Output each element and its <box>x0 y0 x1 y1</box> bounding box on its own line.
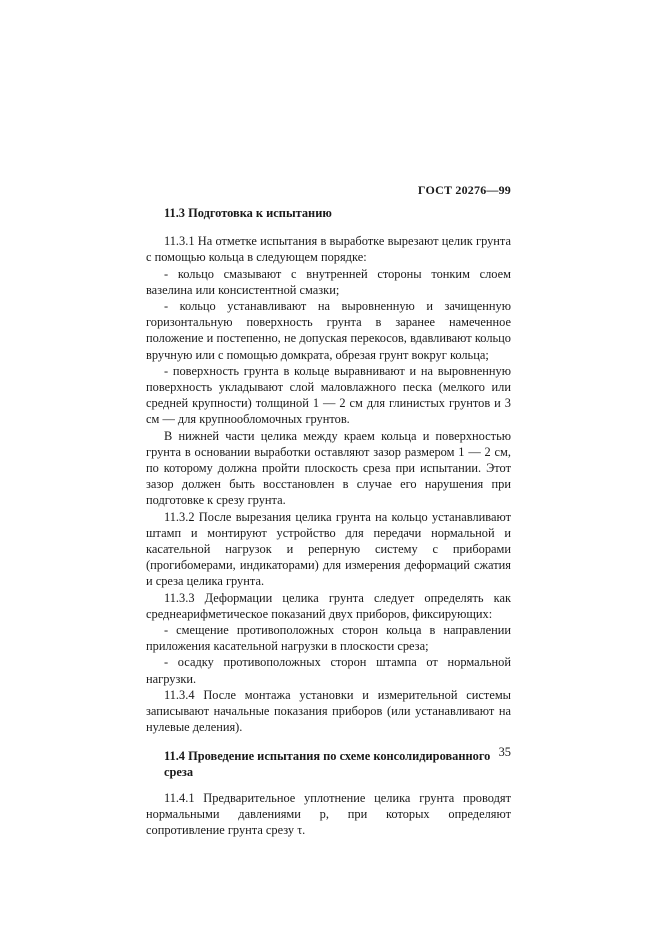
page-number: 35 <box>498 745 511 759</box>
paragraph: 11.4.1 Предварительное уплотнение целика грунта проводят нормальными давлениями p, при которых определяют сопротивление грунта срезу τ. <box>146 790 511 838</box>
paragraph: - кольцо устанавливают на выровненную и зачищенную горизонтальную поверхность грунта в заранее намеченное положение и постепенно, не допуская перекосов, вдавливают кольцо вручную или с помощью домкрата, обрезая грунт вокруг кольца; <box>146 299 511 362</box>
paragraph: - смещение противоположных сторон кольца в направлении приложения касательной нагрузки в плоскости среза; <box>146 623 511 654</box>
document-code: ГОСТ 20276—99 <box>417 183 511 197</box>
paragraph: 11.3.2 После вырезания целика грунта на кольцо устанавливают штамп и монтируют устройство для передачи нормальной и касательной нагрузок и реперную систему с приборами (прогибомерами, индикаторами) для измерения деформаций сжатия и среза целика грунта. <box>146 509 511 589</box>
paragraph: - поверхность грунта в кольце выравнивают и на выровненную поверхность укладывают слой маловлажного песка (мелкого или средней крупности) толщиной 1 — 2 см для глинистых грунтов и 3 см — для крупнообломочных грунтов. <box>146 363 511 427</box>
paragraph: 11.3.1 На отметке испытания в выработке вырезают целик грунта с помощью кольца в следующем порядке: <box>146 234 511 265</box>
paragraph: 11.3.3 Деформации целика грунта следует определять как среднеарифметическое показаний двух приборов, фиксирующих: <box>146 590 511 621</box>
paragraph: - осадку противоположных сторон штампа от нормальной нагрузки. <box>146 655 511 686</box>
section-heading-11-3: 11.3 Подготовка к испытанию <box>164 206 332 220</box>
paragraph: - кольцо смазывают с внутренней стороны тонким слоем вазелина или консистентной смазки; <box>146 266 511 297</box>
section-heading-11-4: 11.4 Проведение испытания по схеме консолидированного среза <box>164 748 491 779</box>
page-body <box>146 205 511 839</box>
paragraph: В нижней части целика между краем кольца и поверхностью грунта в основании выработки оставляют зазор размером 1 — 2 см, по которому должна пройти плоскость среза при испытании. Этот зазор должен быть восстановлен в случае его нарушения при подготовке к срезу грунта. <box>146 428 511 508</box>
paragraph: 11.3.4 После монтажа установки и измерительной системы записывают начальные показания приборов (или устанавливают на нулевые деления). <box>146 687 511 735</box>
